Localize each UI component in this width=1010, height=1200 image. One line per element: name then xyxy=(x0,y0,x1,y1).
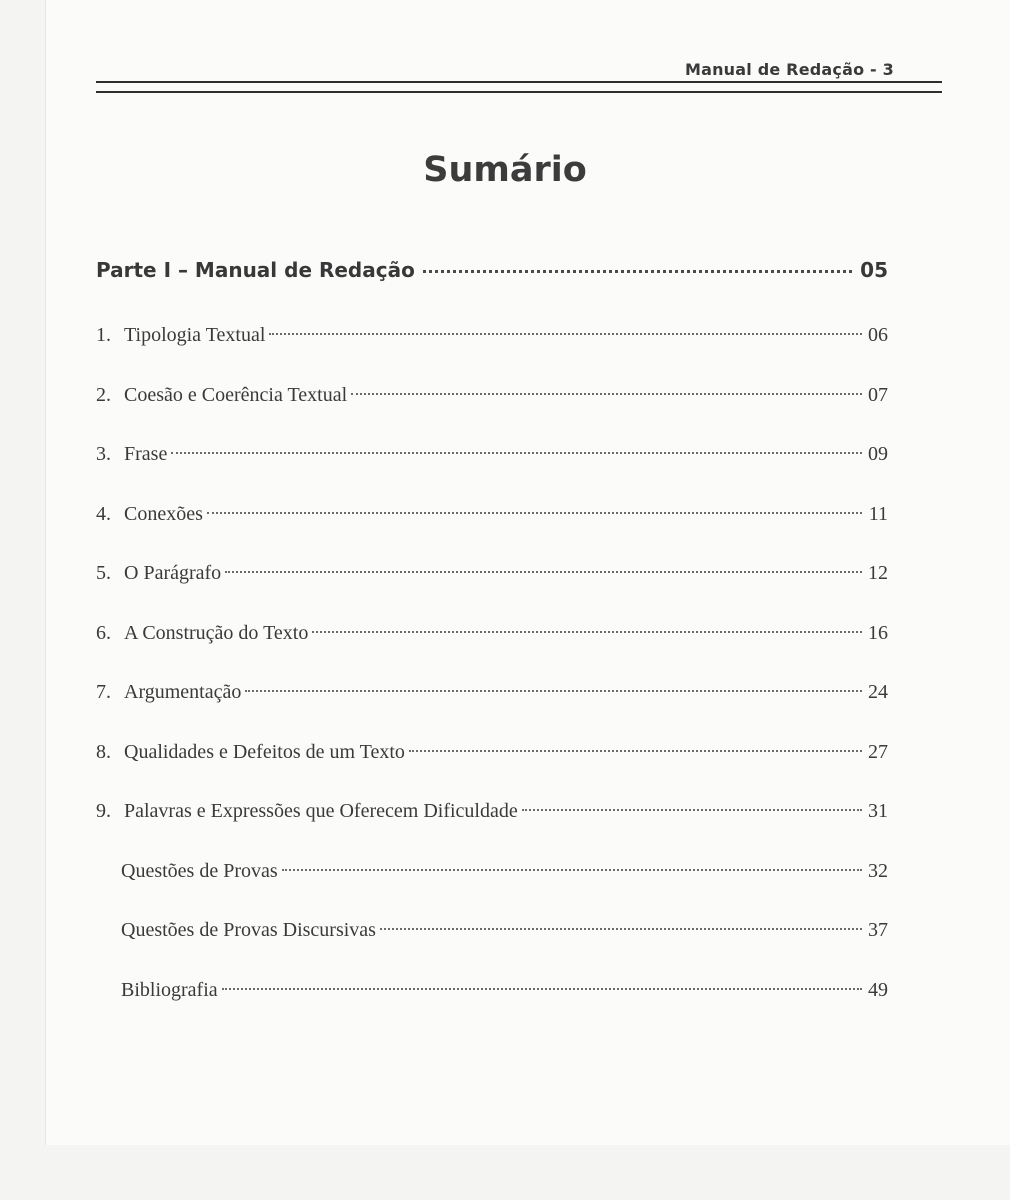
entry-number: 2. xyxy=(96,383,111,406)
entry-page-number: 24 xyxy=(868,681,888,703)
toc-part-heading xyxy=(96,258,888,294)
entry-page-number: 07 xyxy=(868,383,888,406)
toc-entry xyxy=(96,425,888,485)
entry-number: 6. xyxy=(96,621,111,644)
entry-page-number: 32 xyxy=(868,859,888,882)
header-rule-top xyxy=(96,81,942,83)
entry-label: Questões de Provas xyxy=(121,859,278,882)
toc-entry xyxy=(96,544,888,604)
toc-entry xyxy=(96,782,888,842)
entry-number: 1. xyxy=(96,324,111,346)
dot-leader xyxy=(380,928,862,930)
entry-label: Palavras e Expressões que Oferecem Dificuldade xyxy=(124,800,518,822)
entry-number: 3. xyxy=(96,443,111,465)
entry-label: Qualidades e Defeitos de um Texto xyxy=(124,740,405,763)
running-header: Manual de Redação - 3 xyxy=(684,60,894,79)
entry-number: 8. xyxy=(96,740,111,763)
entry-label: Tipologia Textual xyxy=(124,324,266,346)
entry-page-number: 27 xyxy=(868,740,888,763)
entry-label: Conexões xyxy=(124,502,203,525)
entry-label: A Construção do Texto xyxy=(124,621,309,644)
toc-entry xyxy=(96,485,888,545)
entry-label: Questões de Provas Discursivas xyxy=(121,919,376,941)
entry-page-number: 31 xyxy=(868,800,888,822)
dot-leader xyxy=(282,869,862,871)
dot-leader xyxy=(269,333,862,335)
toc-entry xyxy=(96,604,888,664)
dot-leader xyxy=(171,452,862,454)
entry-page-number: 06 xyxy=(868,324,888,346)
toc-entry xyxy=(96,961,888,1021)
entry-page-number: 16 xyxy=(868,621,888,644)
entry-label: O Parágrafo xyxy=(124,562,222,584)
dot-leader xyxy=(312,631,862,633)
entry-label: Bibliografia xyxy=(121,978,218,1001)
header-rule-bottom xyxy=(96,91,942,93)
dot-leader xyxy=(351,393,862,395)
entry-number: 7. xyxy=(96,681,111,703)
toc-entry xyxy=(96,663,888,723)
book-page xyxy=(46,0,1010,1145)
dot-leader xyxy=(409,750,862,752)
entry-page-number: 37 xyxy=(868,919,888,941)
toc-entry xyxy=(96,901,888,961)
table-of-contents xyxy=(96,258,888,1020)
dot-leader xyxy=(245,690,862,692)
toc-entry xyxy=(96,366,888,426)
entry-number: 9. xyxy=(96,800,111,822)
entry-label: Frase xyxy=(124,443,168,465)
part-label: Parte I – Manual de Redação xyxy=(96,258,415,282)
page-title: Sumário xyxy=(423,150,587,190)
dot-leader xyxy=(423,270,852,273)
entry-page-number: 09 xyxy=(868,443,888,465)
toc-entry xyxy=(96,306,888,366)
dot-leader xyxy=(522,809,862,811)
toc-entry xyxy=(96,842,888,902)
entry-label: Argumentação xyxy=(124,681,242,703)
part-page-number: 05 xyxy=(860,258,888,282)
entry-page-number: 12 xyxy=(868,562,888,584)
dot-leader xyxy=(225,571,862,573)
entry-page-number: 11 xyxy=(868,502,888,525)
entry-number: 5. xyxy=(96,562,111,584)
toc-entry xyxy=(96,723,888,783)
entry-label: Coesão e Coerência Textual xyxy=(124,383,348,406)
dot-leader xyxy=(207,512,862,514)
entry-number: 4. xyxy=(96,502,111,525)
toc-entries xyxy=(96,306,888,1020)
dot-leader xyxy=(222,988,862,990)
entry-page-number: 49 xyxy=(868,978,888,1001)
